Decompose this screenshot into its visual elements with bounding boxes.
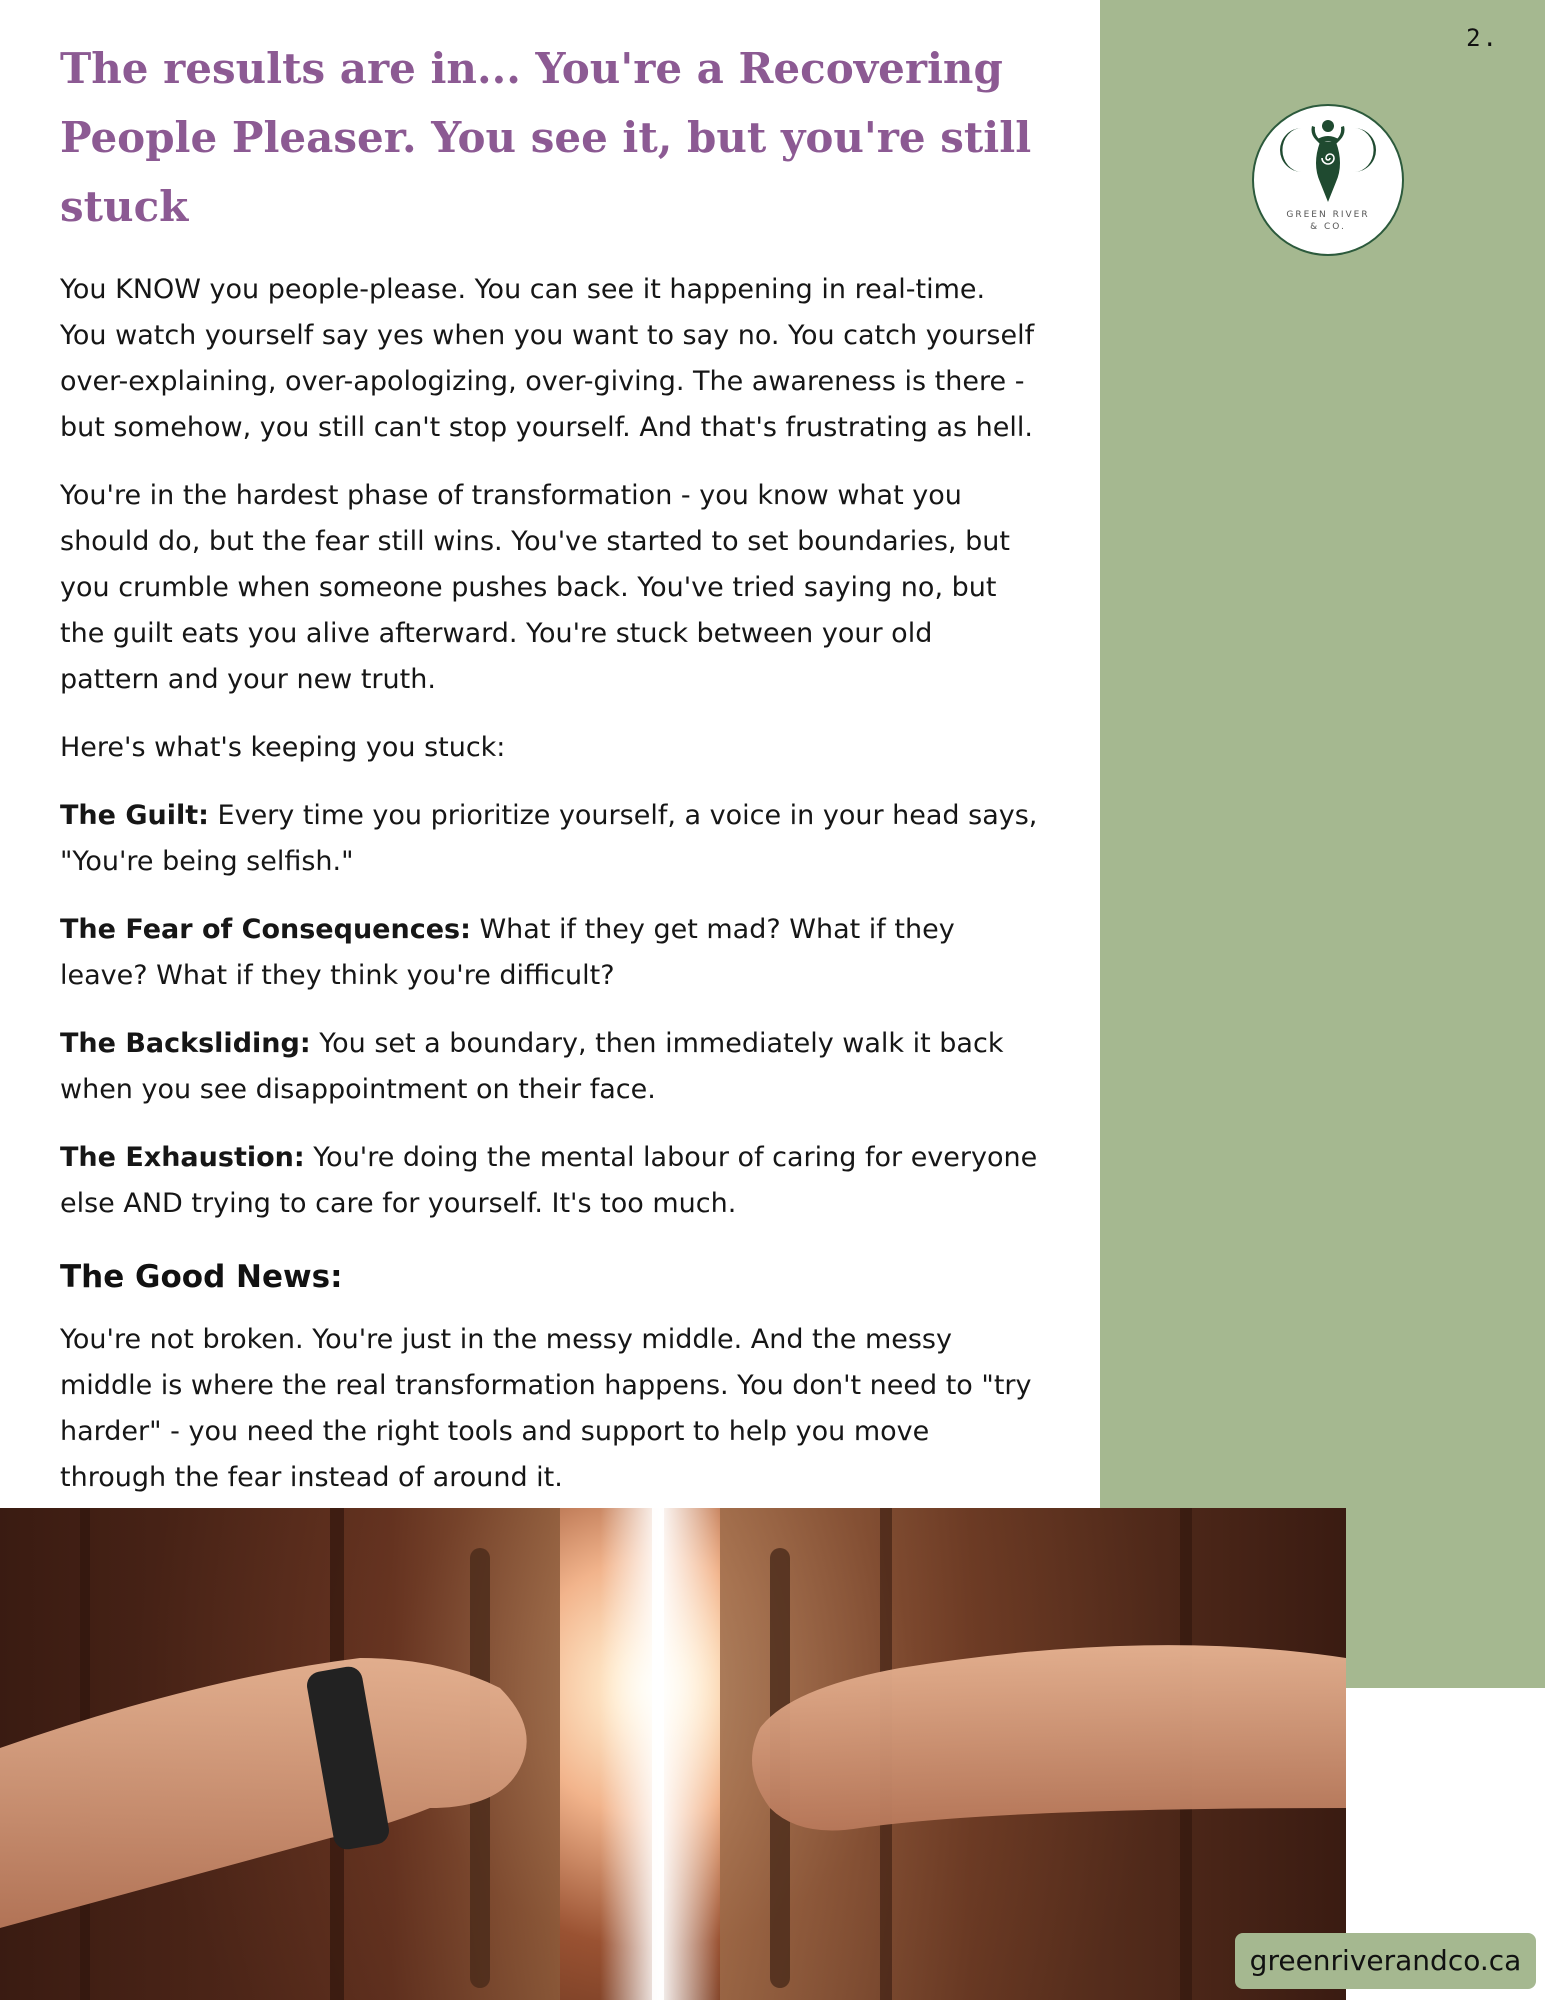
obstacle-fear — [60, 907, 1040, 999]
good-news-paragraph: You're not broken. You're just in the messy middle. And the messy middle is where the real transformation happens. You don't need to "try harder" - you need the right tools and support to help you move through the fear instead of around it. — [60, 1324, 1032, 1493]
logo-text-line2: & CO. — [1310, 222, 1346, 232]
obstacle-text: What if they get mad? What if they leave? What if they think you're difficult? — [60, 914, 955, 991]
obstacle-term: The Backsliding: — [60, 1028, 311, 1059]
intro-paragraph-1: You KNOW you people-please. You can see it happening in real-time. You watch yourself say yes when you want to say no. You catch yourself over-explaining, over-apologizing, over-giving. The awareness is there - but somehow, you still can't stop yourself. And that's frustrating as hell. — [60, 274, 1035, 443]
obstacle-guilt — [60, 793, 1040, 885]
intro-paragraph-2: You're in the hardest phase of transformation - you know what you should do, but the fear still wins. You've started to set boundaries, but you crumble when someone pushes back. You've tried saying no, but the guilt eats you alive afterward. You're stuck between your old pattern and your new truth. — [60, 480, 1010, 695]
obstacle-text: You set a boundary, then immediately walk it back when you see disappointment on their face. — [60, 1028, 1004, 1105]
brand-logo — [1252, 104, 1404, 256]
obstacle-text: You're doing the mental labour of caring for everyone else AND trying to care for yourself. It's too much. — [60, 1142, 1038, 1219]
obstacle-backsliding — [60, 1021, 1040, 1113]
intro-paragraph-3: Here's what's keeping you stuck: — [60, 732, 506, 763]
page-title: The results are in... You're a Recovering People Pleaser. You see it, but you're still stuck — [60, 44, 1032, 231]
obstacle-text: Every time you prioritize yourself, a voice in your head says, "You're being selfish." — [60, 800, 1038, 877]
obstacle-term: The Fear of Consequences: — [60, 914, 471, 945]
main-content — [60, 34, 1040, 1523]
obstacle-exhaustion — [60, 1135, 1040, 1227]
obstacle-term: The Exhaustion: — [60, 1142, 305, 1173]
good-news-heading: The Good News: — [60, 1259, 343, 1295]
logo-text-line1: GREEN RIVER — [1286, 210, 1370, 220]
page-number: 2. — [1466, 24, 1499, 52]
obstacle-term: The Guilt: — [60, 800, 209, 831]
website-link[interactable]: greenriverandco.ca — [1235, 1933, 1536, 1989]
hands-opening-doors-image — [0, 1508, 1346, 2000]
